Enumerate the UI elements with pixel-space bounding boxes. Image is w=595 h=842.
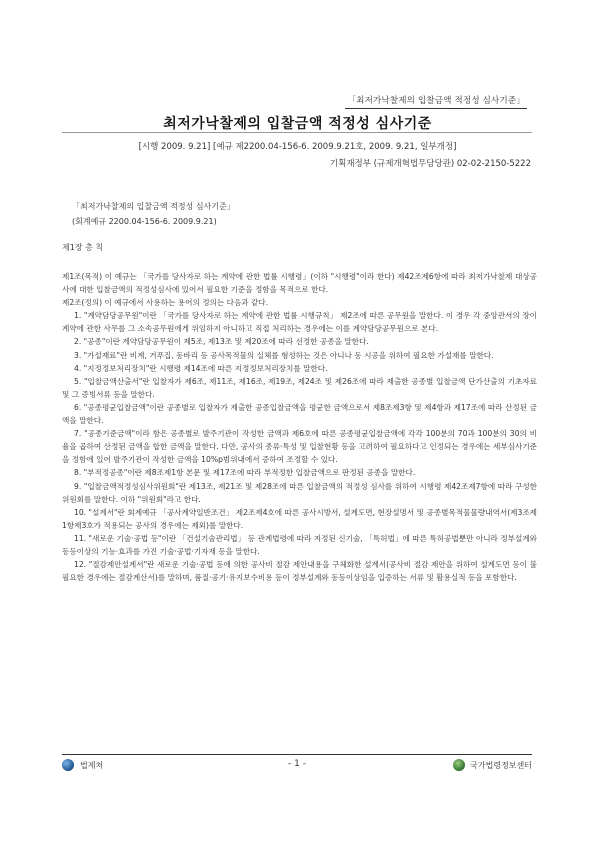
notice-number: (회계예규 2200.04-156-6. 2009.9.21) bbox=[72, 217, 217, 226]
definition-item: 1. "계약담당공무원"이란 「국가를 당사자로 하는 계약에 관한 법률 시행규칙」 제2조에 따른 공무원을 말한다. 이 경우 각 중앙관서의 장이 계약에 관한 사무를 그 소속공무원에게 위임하지 아니하고 직접 처리하는 경우에는 이를 계약담당공무원으로 본다. bbox=[62, 311, 537, 334]
page-number: - 1 - bbox=[288, 759, 306, 769]
globe-logo-icon bbox=[453, 759, 465, 771]
definition-item: 10. "설계서"란 회계예규 「공사계약일반조건」 제2조제4호에 따른 공사시방서, 설계도면, 현장설명서 및 공종별목적물물량내역서(제3조제1항제3호가 적용되는 공사의 경우에는 제외)를 말한다. bbox=[62, 507, 537, 530]
article-1: 제1조(목적) 이 예규는 「국가를 당사자로 하는 계약에 관한 법률 시행령」(이하 "시행령"이라 한다) 제42조제6항에 따라 최저가낙찰제 대상공사에 대한 입찰금액의 적정성심사에 있어서 필요한 기준을 정함을 목적으로 한다. bbox=[62, 272, 537, 295]
running-header: 「최저가낙찰제의 입찰금액 적정성 심사기준」 bbox=[345, 94, 527, 109]
definition-item: 2. "공종"이란 계약담당공무원이 제5조, 제13조 및 제20조에 따라 선정한 공종을 말한다. bbox=[74, 337, 369, 347]
publisher-name: 법제처 bbox=[80, 760, 104, 770]
definition-item: 11. "새로운 기술·공법 등"이란 「건설기술관리법」 등 관계법령에 따라 지정된 신기술, 「특허법」에 따른 특허공법뿐만 아니라 정부설계와 동등이상의 기능·효과를 가진 기술·공법·기자재 등을 말한다. bbox=[62, 533, 537, 556]
definition-item: 3. "가설재료"란 비계, 거푸집, 동바리 등 공사목적물의 실체를 형성하는 것은 아니나 동 시공을 위하여 필요한 가설재를 말한다. bbox=[74, 350, 494, 360]
document-title: 최저가낙찰제의 입찰금액 적정성 심사기준 bbox=[163, 116, 432, 132]
definition-item: 7. "공종기준금액"이라 함은 공종별로 발주기관이 작성한 금액과 제6호에 따른 공종평균입찰금액에 각각 100분의 70과 100분의 30의 비율을 곱하여 산정된 금액을 합한 금액을 말한다. 다만, 공사의 종류·특성 및 입찰현황 등을 고려하여 필요하다고 인정되는 경우에는 세부심사기준을 정함에 있어 발주기관이 작성한 금액을 10%p범위내에서 증하여 조정할 수 있다. bbox=[62, 429, 537, 465]
ministry-contact: 기획재정부 (규제개혁법무담당관) 02-02-2150-5222 bbox=[329, 159, 531, 169]
title-divider bbox=[62, 132, 532, 133]
chapter-heading: 제1장 총 칙 bbox=[62, 243, 104, 252]
source-name: 국가법령정보센터 bbox=[470, 760, 532, 770]
definition-item: 6. "공종평균입찰금액"이란 공종별로 입찰자가 제출한 공종입찰금액을 평균한 금액으로서 제8조제3항 및 제4항과 제17조에 따라 산정된 금액을 말한다. bbox=[62, 402, 537, 426]
page-footer bbox=[62, 757, 532, 777]
footer-divider bbox=[62, 754, 532, 755]
definition-item: 5. "입찰금액산출서"란 입찰자가 제6조, 제11조, 제16조, 제19조, 제24조 및 제26조에 따라 제출한 공종별 입찰금액 단가산출의 기초자료 및 그 증빙서류 등을 말한다. bbox=[62, 376, 537, 399]
definition-item: 8. "부적정공종"이란 제8조제1항 본문 및 제17조에 따라 부적정한 입찰금액으로 판정된 공종을 말한다. bbox=[74, 468, 416, 478]
definition-item: 9. "입찰금액적정성심사위원회"란 제13조, 제21조 및 제28조에 따른 입찰금액의 적정성 심사를 위하여 시행령 제42조제7항에 따라 구성한 위원회를 말한다. 이하 "위원회"라고 한다. bbox=[62, 481, 537, 504]
article-2: 제2조(정의) 이 예규에서 사용하는 용어의 정의는 다음과 같다. bbox=[62, 298, 269, 308]
footer-right bbox=[453, 759, 532, 771]
regulation-notice bbox=[72, 199, 235, 229]
definition-item: 4. "지정정보처리장치"란 시행령 제14조에 따른 지정정보처리장치를 말한다. bbox=[74, 363, 328, 373]
enforcement-info: [시행 2009. 9.21] [예규 제2200.04-156-6. 2009.9.21호, 2009. 9.21, 일부개정] bbox=[138, 142, 457, 152]
regulation-body bbox=[62, 270, 537, 584]
definition-item: 12. "절감제안설계서"란 새로운 기술·공법 등에 의한 공사비 절감 제안내용을 구체화한 설계서(공사비 절감 제안을 위하여 설계도면 등이 불필요한 경우에는 절감계산서)를 말하며, 품질·공기·유지보수비용 등이 정부설계와 동등이상임을 입증하는 서류 및 활용실적 등을 포함한다. bbox=[62, 560, 537, 583]
notice-title: 「최저가낙찰제의 입찰금액 적정성 심사기준」 bbox=[72, 202, 235, 211]
